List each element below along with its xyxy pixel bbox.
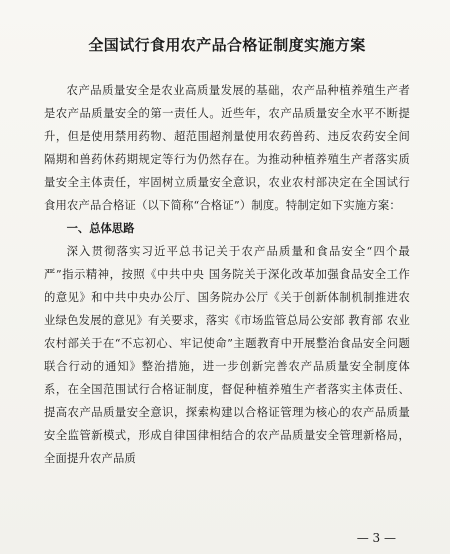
page-number: — 3 — <box>356 531 396 545</box>
section-heading-overall-approach: 一、总体思路 <box>66 222 135 235</box>
overall-approach-paragraph: 深入贯彻落实习近平总书记关于农产品质量和食品安全“四个最严”指示精神，按照《中共中央 国务院关于深化改革加强食品安全工作的意见》和中共中央办公厅、国务院办公厅《关于创新体制机制推进农业绿色发展的意见》有关要求，落实《市场监管总局公安部 教育部 农业农村部关于在“不忘初心、牢记使命”主题教育中开展整治食品安全问题联合行动的通知》整治措施，进一步创新完善农产品质量安全制度体系，在全国范围试行合格证制度，督促种植养殖生产者落实主体责任、提高农产品质量安全意识，探索构建以合格证管理为核心的农产品质量安全监管新模式，形成自律国律相结合的农产品质量安全管理新格局，全面提升农产品质 <box>44 245 410 465</box>
document-title: 全国试行食用农产品合格证制度实施方案 <box>88 36 366 54</box>
intro-paragraph: 农产品质量安全是农业高质量发展的基础，农产品种植养殖生产者是农产品质量安全的第一责任人。近些年，农产品质量安全水平不断提升，但是使用禁用药物、超范围超剂量使用农药兽药、违反农药安全间隔期和兽药休药期规定等行为仍然存在。为推动种植养殖生产者落实质量安全主体责任，牢固树立质量安全意识，农业农村部决定在全国试行食用农产品合格证（以下简称“合格证”）制度。特制定如下实施方案： <box>44 84 410 212</box>
